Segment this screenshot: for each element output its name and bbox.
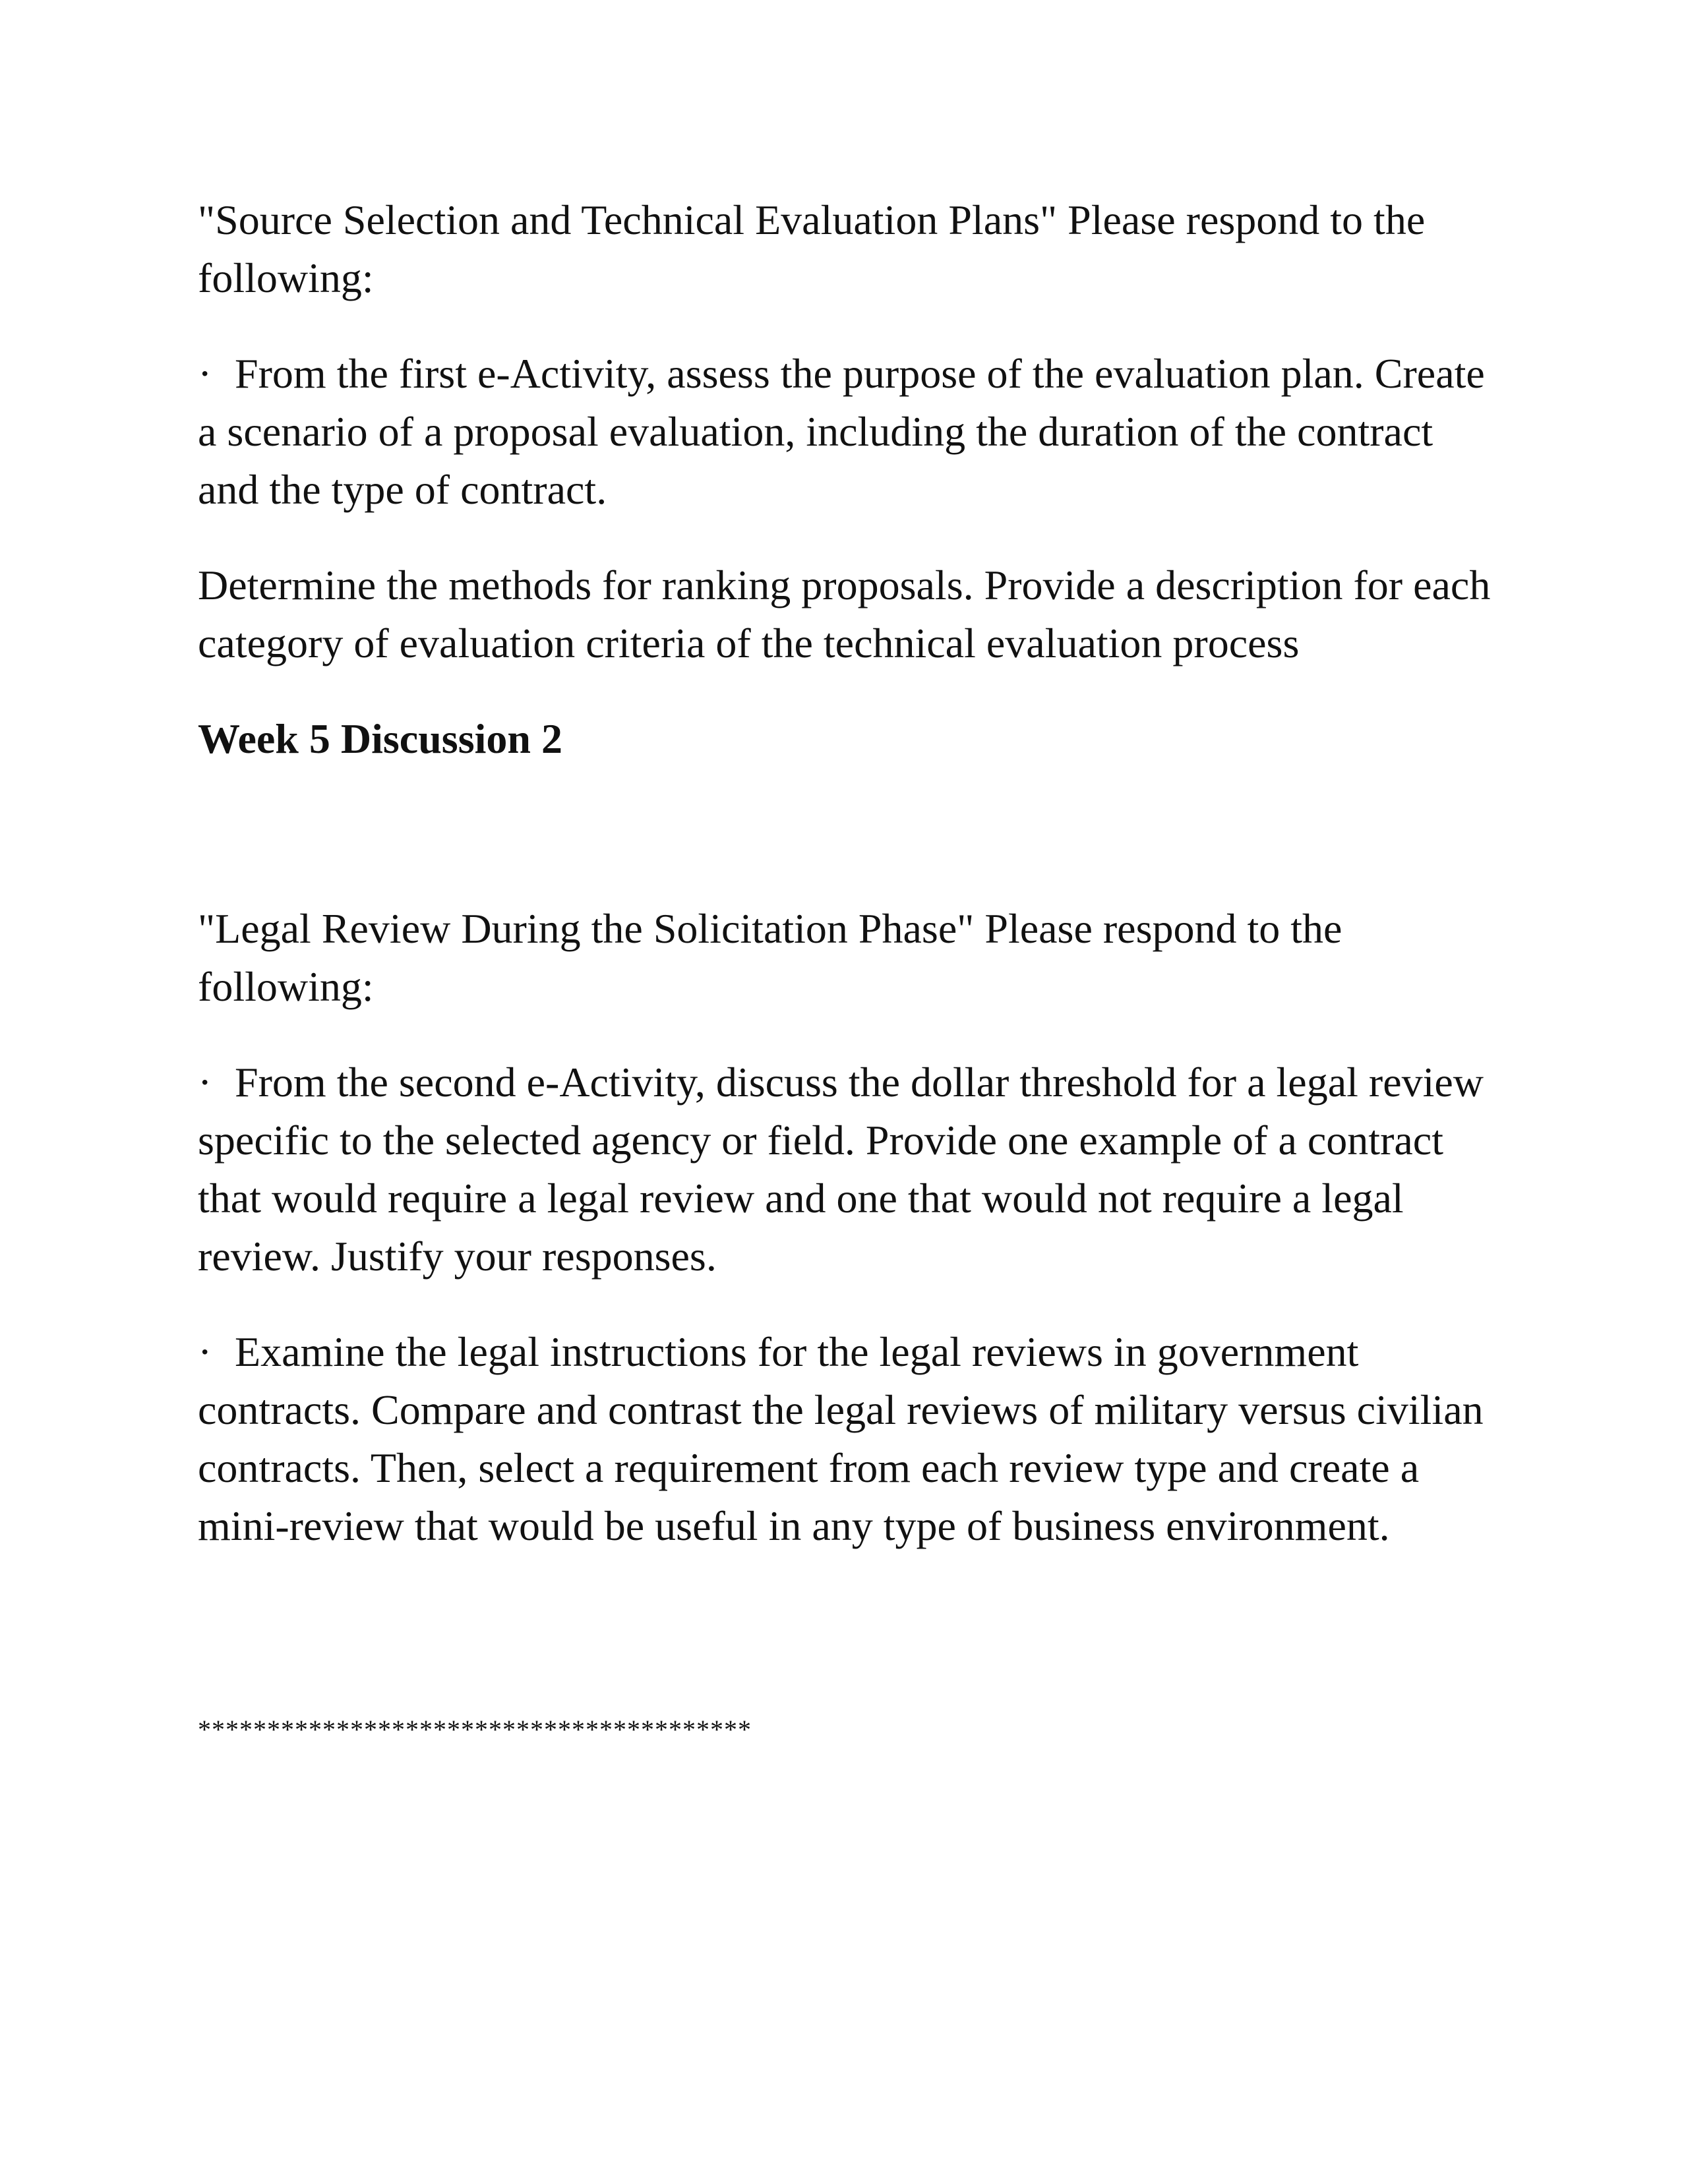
section2-heading: Week 5 Discussion 2 bbox=[198, 715, 562, 762]
bullet-dot-icon: · bbox=[198, 1059, 212, 1106]
section1-bullet-1-text: From the first e-Activity, assess the purpose of the evaluation plan. Create a scenario of a proposal evaluation, including the duration of the contract and the type of contract. bbox=[198, 350, 1485, 513]
section1-intro: "Source Selection and Technical Evaluation Plans" Please respond to the following: bbox=[198, 196, 1426, 301]
section2-bullet-2-text: Examine the legal instructions for the legal reviews in government contracts. Compare and contrast the legal reviews of military versus civilian contracts. Then, select a requirement from each review type and create a mini-review that would be useful in any type of business environment. bbox=[198, 1328, 1484, 1549]
section2-bullet-2 bbox=[198, 1323, 1503, 1555]
section1-bullet-1 bbox=[198, 345, 1503, 519]
spacer bbox=[198, 1593, 1503, 1710]
section2-intro: "Legal Review During the Solicitation Phase" Please respond to the following: bbox=[198, 905, 1342, 1010]
section2-bullet-1-text: From the second e-Activity, discuss the dollar threshold for a legal review specific to the selected agency or field. Provide one example of a contract that would require a legal review and one that would not require a legal review. Justify your responses. bbox=[198, 1059, 1484, 1280]
bullet-dot-icon: · bbox=[198, 1328, 212, 1375]
section2-bullet-1 bbox=[198, 1053, 1503, 1285]
bullet-dot-icon: · bbox=[198, 350, 212, 397]
section1-paragraph-2: Determine the methods for ranking proposals. Provide a description for each category of evaluation criteria of the technical evaluation process bbox=[198, 562, 1491, 666]
asterisk-separator: **************************************** bbox=[198, 1715, 752, 1744]
document-body bbox=[198, 191, 1503, 1750]
spacer bbox=[198, 806, 1503, 900]
